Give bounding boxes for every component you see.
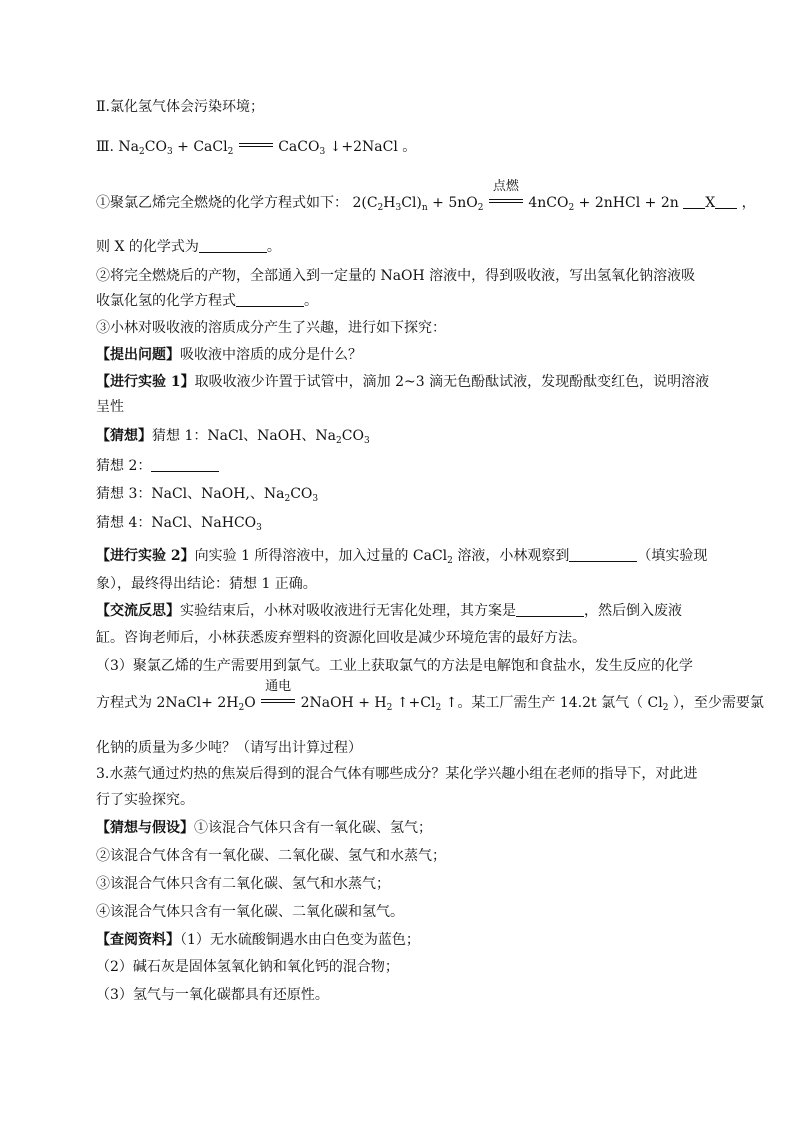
answer-blank[interactable] <box>683 194 705 209</box>
text-line: 收氯化氢的化学方程式 。 <box>96 293 318 309</box>
text-line: 呈性 <box>96 399 124 415</box>
section-tag: 【提出问题】 <box>96 347 180 363</box>
text-line: （3）聚氯乙烯的生产需要用到氯气。工业上获取氯气的方法是电解饱和食盐水，发生反应的化学 <box>96 658 693 674</box>
equation-line <box>96 179 756 218</box>
text-line: 【猜想与假设】①该混合气体只含有一氧化碳、氢气； <box>96 820 432 836</box>
reaction-arrow <box>489 179 523 208</box>
reaction-arrow <box>261 679 295 708</box>
text-line: 行了实验探究。 <box>96 792 194 808</box>
section-tag: 【进行实验 2】 <box>96 548 195 564</box>
text-line: 【提出问题】吸收液中溶质的成分是什么？ <box>96 347 362 363</box>
text-line: （2）碱石灰是固体氢氧化钠和氧化钙的混合物； <box>96 959 399 975</box>
equals-sign <box>239 138 273 152</box>
answer-blank[interactable] <box>569 547 637 562</box>
text-line: ③该混合气体只含有二氧化碳、氢气和水蒸气； <box>96 876 390 892</box>
section-tag: 【进行实验 1】 <box>96 374 195 390</box>
answer-blank[interactable] <box>236 292 304 307</box>
text-line: 【交流反思】实验结束后，小林对吸收液进行无害化处理，其方案是 ，然后倒入废液 <box>96 603 682 619</box>
section-tag: 【查阅资料】 <box>96 932 180 948</box>
answer-blank[interactable] <box>151 457 219 472</box>
text-line: 则 X 的化学式为 。 <box>96 239 281 255</box>
answer-blank[interactable] <box>516 602 584 617</box>
text-line: ③小林对吸收液的溶质成分产生了兴趣，进行如下探究： <box>96 320 446 336</box>
answer-blank[interactable] <box>199 238 267 253</box>
equation-line <box>96 137 416 162</box>
text-line: 猜想 2： <box>96 456 219 476</box>
answer-blank[interactable] <box>715 194 737 209</box>
condition-label: 点燃 <box>492 179 519 194</box>
text-line: 【查阅资料】（1）无水硫酸铜遇水由白色变为蓝色； <box>96 932 420 948</box>
text-line: 猜想 4：NaCl、NaHCO$_3$ <box>96 515 262 533</box>
text-line: 【进行实验 2】向实验 1 所得溶液中，加入过量的 CaCl$_2$ 溶液，小林观察到 （填实验现 <box>96 548 708 566</box>
text-line: 【进行实验 1】取吸收液少许置于试管中，滴加 2~3 滴无色酚酞试液，发现酚酞变红色，说明溶液 <box>96 374 710 390</box>
condition-label: 通电 <box>265 679 292 694</box>
combustion-equation: $2(C_2H_3Cl)_n + 5nO_2$ 点燃 4nCO$_2$ + 2nHCl + 2n X ， <box>352 179 756 213</box>
text-line: 猜想 3：NaCl、NaOH,、$Na_2CO_3$ <box>96 486 319 504</box>
section-tag: 【猜想与假设】 <box>96 820 194 836</box>
text-line: 【猜想】猜想 1：NaCl、NaOH、$Na_2CO_3$ <box>96 428 370 446</box>
text-line <box>96 97 264 117</box>
text-line: ④该混合气体只含有一氧化碳、二氧化碳和氢气。 <box>96 904 404 920</box>
text-line: ②该混合气体含有一氧化碳、二氧化碳、氢气和水蒸气； <box>96 848 446 864</box>
equation: $Na_2CO_3$ + CaCl$_2$ CaCO$_3$ ↓+2NaCl 。 <box>118 139 417 157</box>
section-tag: 【猜想】 <box>96 428 152 444</box>
statement-2: Ⅱ.氯化氢气体会污染环境； <box>96 99 264 115</box>
equation-line: 方程式为 2NaCl+ $2H_2O$ 通电 2NaOH + $H_2$ $↑+Cl_2$ ↑。某工厂需生产 14.2t 氯气（ $Cl_2$ ），至少需要氯 <box>96 679 764 713</box>
text-line: 象），最终得出结论：猜想 1 正确。 <box>96 576 317 592</box>
text-line: 化钠的质量为多少吨？（请写出计算过程） <box>96 740 362 756</box>
text-line: 缸。咨询老师后，小林获悉废弃塑料的资源化回收是减少环境危害的最好方法。 <box>96 630 586 646</box>
question-text: ①聚氯乙烯完全燃烧的化学方程式如下： <box>96 195 348 211</box>
text-line: （3）氢气与一氧化碳都具有还原性。 <box>96 987 329 1003</box>
statement-3-label: Ⅲ. <box>96 139 114 155</box>
text-line: ②将完全燃烧后的产物，全部通入到一定量的 NaOH 溶液中，得到吸收液，写出氢氧化钠溶液吸 <box>96 268 696 284</box>
section-tag: 【交流反思】 <box>96 603 180 619</box>
text-line: 3.水蒸气通过灼热的焦炭后得到的混合气体有哪些成分？某化学兴趣小组在老师的指导下，对此进 <box>96 766 698 782</box>
